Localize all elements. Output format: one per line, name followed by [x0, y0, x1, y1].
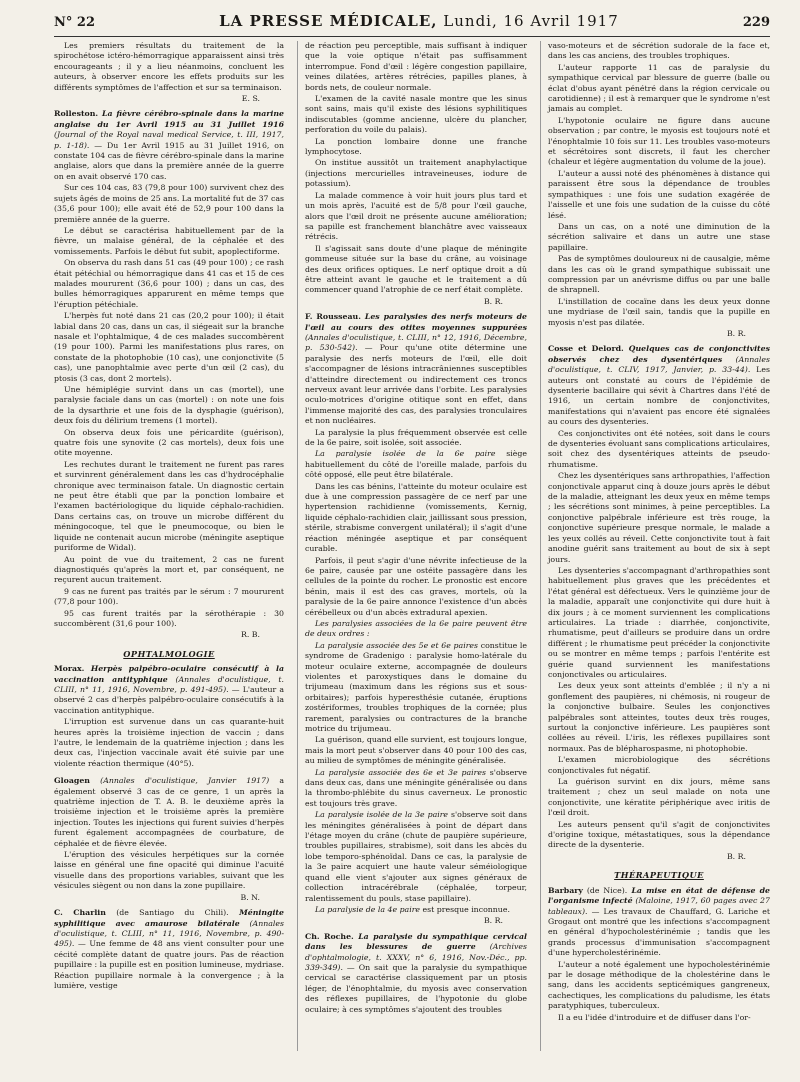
article-text: — L'auteur a observé 2 cas d'herpès palpébro-oculaire consécutifs à la vaccination antityphique. [54, 684, 284, 715]
signature: E. S. [241, 94, 260, 104]
paragraph: L'auteur rapporte 11 cas de paralysie du sympathique cervical par blessure de guerre (balle ou éclat d'obus ayant pénétré dans la région cervicale ou carotidienne) ; il est à remarquer que le syndrome n'est jamais au complet. [548, 62, 770, 114]
issue-date: Lundi, 16 Avril 1917 [437, 12, 619, 30]
paragraph: Les premiers résultats du traitement de la spirochétose ictéro-hémorragique apparaissent ainsi très encourageants ; il y a lieu néanmoins, concluent les auteurs, à observer encore les effets produits sur les différents symptômes de l'affection et sur sa terminaison. [54, 41, 284, 92]
section-title-therapeutique: THÉRAPEUTIQUE [614, 870, 704, 881]
column-1 [54, 41, 284, 1051]
paragraph: La malade commence à voir huit jours plus tard et un mois après, l'acuité est de 5/8 pour l'œil gauche, alors que l'œil droit ne présente aucune amélioration; sa papille est franchement blanchâtre avec vaisseaux rétrécis. [305, 190, 527, 242]
article-author: Rolleston. [54, 109, 99, 119]
paragraph: On observa deux fois une péricardite (guérison), quatre fois une synovite (2 cas mortels), deux fois une otite moyenne. [54, 427, 284, 458]
article-text: a également observé 3 cas de ce genre, 1 un après la quatrième injection de T. A. B. le deuxième après la troisième injection et le troisième après la première injection. Toutes les injections qui furent suivies d'herpès furent également accompagnées de courbature, de céphalée et de fièvre élevée. [54, 776, 284, 848]
paragraph: L'auteur a noté également une hypocholestérinémie par le dosage méthodique de la cholestérine dans le sang, dans les accidents septicémiques gangreneux, cachectiques, les complications du paludisme, les états paratyphiques, tuberculeux. [548, 959, 770, 1011]
signature: B. R. [726, 328, 746, 338]
article-reference: (Annales d'oculistique, t. CLIII, n° 11, 1916, Novembre, p. 491-495). [54, 674, 284, 694]
paragraph: Pas de symptômes douloureux ni de causalgie, même dans les cas où le grand sympathique subissait une compression par un anévrisme diffus ou par une balle de shrapnell. [548, 254, 770, 295]
paragraph: La ponction lombaire donne une franche lymphocytose. [305, 136, 527, 157]
paragraph: L'herpès fut noté dans 21 cas (20,2 pour 100); il était labial dans 20 cas, dans un cas, il siégeait sur la branche nasale et l'ophtalmique, 4 de ces malades succombèrent (19 pour 100). Parmi les manifestations plus rares, on constate de la photophobie (10 cas), une conjonctivite (5 cas), une panophtalmie avec perte d'un œil (2 cas), du ptosis (3 cas, dont 2 mortels). [54, 311, 284, 383]
paragraph: Chez les dysentériques sans arthropathies, l'affection conjonctivale apparut cinq à douze jours après le début de la maladie, atteignant les deux yeux en même temps ; les sécrétions sont minimes, à peine perceptibles. La conjonctive palpébrale inférieure est très rouge, la conjonctive supérieure presque normale, le malade a les yeux collés au réveil. Cette conjonctivite tout à fait anodine guérit sans traitement au bout de six à sept jours. [548, 471, 770, 564]
article-rolleston [54, 109, 284, 182]
article-author: Barbary [548, 885, 583, 895]
paragraph-text: constitue le syndrome de Gradenigo : paralysie homo-latérale du moteur oculaire externe, accompagnée de douleurs violentes et paroxystiques dans le domaine du trijumeau (maximum dans les régions sus et sous-orbitaires); parfois hyperesthésie cutanée, éruptions zostériformes, troubles trophiques de la cornée; plus rarement, paralysies ou contractures de la branche motrice du trijumeau. [305, 640, 527, 733]
paragraph: Les dysenteries s'accompagnant d'arthropathies sont habituellement plus graves que les précédentes et l'état général est défectueux. Vers le quinzième jour de la maladie, apparaît une conjonctivite qui dure huit à dix jours ; à ce moment surviennent les complications articulaires. La triade : diarrhée, conjonctivite, rhumatisme, peut d'ailleurs se produire dans un ordre différent ; le rhumatisme peut précéder la conjonctivite ou se montrer en même temps ; parfois l'entérite est guérie quand surviennent les manifestations conjonctivales ou articulaires. [548, 565, 770, 679]
paragraph: On institue aussitôt un traitement anaphylactique (injections mercurielles intraveineuses, iodure de potassium). [305, 158, 527, 189]
article-reference: (Maloine, 1917, 60 pages avec 27 tableaux). [548, 896, 770, 916]
paragraph: Les paralysies associées de la 6e paire peuvent être de deux ordres : [305, 618, 527, 639]
article-reference: (Annales d'oculistique, Janvier 1917) [89, 776, 270, 786]
article-barbary [548, 886, 770, 959]
article-cosse-delord [548, 344, 770, 427]
paragraph: 9 cas ne furent pas traités par le sérum : 7 moururent (77,8 pour 100). [54, 586, 284, 607]
article-affiliation: (de Nice). [582, 885, 628, 895]
paragraph-text: siège habituellement du côté de l'oreille malade, parfois du côté opposé, elle peut être bilatérale. [305, 449, 527, 480]
paragraph: Dans les cas bénins, l'atteinte du moteur oculaire est due à une compression passagère de ce nerf par une hypertension rachidienne (vomissements, Kernig, liquide céphalo-rachidien clair, jaillissant sous pression, stérile, strabisme convergent unilatéral); il s'agit d'une réaction méningée aseptique et par conséquent curable. [305, 481, 527, 554]
article-title: La paralysie du sympathique cervical dans les blessures de guerre [305, 931, 527, 952]
italic-lead: La paralysie isolée de la 3e paire [315, 810, 449, 820]
signature: B. R. [726, 851, 746, 861]
paragraph: L'irruption est survenue dans un cas quarante-huit heures après la troisième injection de vaccin ; dans l'autre, le lendemain de la quatrième injection ; dans les deux cas, l'injection vaccinale avait été suivie par une violente réaction thermique (40°5). [54, 717, 284, 768]
italic-lead: La paralysie associée des 5e et 6e paires [315, 640, 479, 650]
paragraph: On observa du rash dans 51 cas (49 pour 100) ; ce rash était pétéchial ou hémorragique dans 41 cas et 15 de ces malades moururent (36,6 pour 100) ; dans un cas, des bulles hémorragiques apparurent en même temps que l'éruption pétéchiale. [54, 258, 284, 309]
article-author: F. Rousseau. [305, 312, 361, 322]
journal-name: LA PRESSE MÉDICALE, [219, 12, 438, 30]
article-author: Ch. Roche. [305, 931, 354, 941]
paragraph: Sur ces 104 cas, 83 (79,8 pour 100) survivent chez des sujets âgés de moins de 25 ans. La mortalité fut de 37 cas (35,6 pour 100); elle avait été de 52,9 pour 100 dans la première année de la guerre. [54, 183, 284, 224]
article-charlin [54, 908, 284, 991]
article-author: Morax. [54, 664, 85, 674]
paragraph: Parfois, il peut s'agir d'une névrite infectieuse de la 6e paire, causée par une ostéite passagère dans les cellules de la pointe du rocher. Le pronostic est encore bénin, mais il est des cas graves, mortels, où la paralysie de la 6e paire annonce l'existence d'un abcès cérébelleux ou d'un abcès extradural apexien. [305, 555, 527, 617]
article-title: Quelques cas de conjonctivites observés chez des dysentériques [548, 344, 770, 364]
signature: B. R. [483, 296, 503, 306]
paragraph [305, 810, 527, 904]
article-gloagen [54, 776, 284, 849]
paragraph: Une hémiplégie survint dans un cas (mortel), une paralysie faciale dans un cas (mortel) : on note une fois de la dysarthrie et une fois de la dysphagie (guérison), deux fois du délirium tremens (1 mortel). [54, 385, 284, 426]
paragraph-text: est presque inconnue. [420, 904, 510, 914]
masthead [219, 12, 619, 30]
article-title: Méningite syphilitique avec amaurose bilatérale [54, 908, 284, 928]
paragraph [305, 449, 527, 480]
article-reference: (Journal of the Royal naval medical Service, t. III, 1917, p. 1-18). [54, 130, 284, 150]
paragraph: L'instillation de cocaïne dans les deux yeux donne une mydriase de l'œil sain, tandis que la pupille en myosis n'est pas dilatée. [548, 296, 770, 327]
article-text: — Du 1er Avril 1915 au 31 Juillet 1916, on constate 104 cas de fièvre cérébro-spinale dans la marine anglaise, alors que dans la première année de la guerre on en avait observé 170 cas. [54, 140, 284, 181]
article-morax [54, 664, 284, 716]
paragraph-text: s'observe soit dans les méningites généralisées à point de départ dans l'étage moyen du crâne (chute de paupière supérieure, troubles pupillaires, strabisme), soit dans les abcès du lobe temporo-sphénoïdal. Dans ce cas, la paralysie de la 3e paire acquiert une haute valeur séméiologique quand elle vient s'ajouter aux signes généraux de collection intracérébrale (céphalée, torpeur, ralentissement du pouls, stase papillaire). [305, 810, 527, 903]
article-reference: (Annales d'oculistique, t. CLIV, 1917, Janvier, p. 33-44). [548, 354, 770, 375]
page-header [54, 12, 770, 34]
article-affiliation: (de Santiago du Chili). [105, 908, 229, 918]
article-reference: (Annales d'oculistique, t. CLIII, n° 11, 1916, Novembre, p. 490-495). [54, 918, 284, 949]
paragraph: L'examen microbiologique des sécrétions conjonctivales fut négatif. [548, 755, 770, 775]
paragraph: 95 cas furent traités par la sérothérapie : 30 succombèrent (31,6 pour 100). [54, 608, 284, 628]
paragraph: Les auteurs pensent qu'il s'agit de conjonctivites d'origine toxique, métastatiques, sous la dépendance directe de la dysenterie. [548, 819, 770, 850]
article-author: Cosse et Delord. [548, 344, 624, 354]
italic-lead: La paralysie isolée de la 6e paire [315, 449, 496, 459]
article-title: La fièvre cérébro-spinale dans la marine anglaise du 1er Avril 1915 au 31 Juillet 1916 [54, 109, 284, 129]
issue-number: N° 22 [54, 15, 95, 30]
paragraph: Dans un cas, on a noté une diminution de la sécrétion salivaire et dans un autre une stase papillaire. [548, 221, 770, 252]
columns [54, 41, 770, 1051]
paragraph: Au point de vue du traitement, 2 cas ne furent diagnostiqués qu'après la mort et, par conséquent, ne reçurent aucun traitement. [54, 554, 284, 585]
paragraph: Il s'agissait sans doute d'une plaque de méningite gommeuse située sur la base du crâne, au voisinage des deux orifices optiques. Le nerf optique droit a dû être atteint avant le gauche et le traitement a dû commencer quand l'atrophie de ce nerf était complète. [305, 243, 527, 295]
column-2 [297, 41, 527, 1051]
article-text: — Une femme de 48 ans vient consulter pour une cécité complète datant de quatre jours. Pas de réaction pupillaire : la pupille est en position lumineuse, mydriase. Réaction pupillaire normale à la convergence ; à la lumière, vestige [54, 939, 284, 990]
paragraph [305, 641, 527, 735]
paragraph: La guérison, quand elle survient, est toujours longue, mais la mort peut s'observer dans 40 pour 100 des cas, au milieu de symptômes de méningite généralisée. [305, 735, 527, 766]
paragraph: L'auteur a aussi noté des phénomènes à distance qui paraissent être sous la dépendance de troubles sympathiques : une fois une sudation exagérée de l'aisselle et une fois une sudation de la cuisse du côté lésé. [548, 168, 770, 220]
paragraph: L'examen de la cavité nasale montre que les sinus sont sains, mais qu'il existe des lésions syphilitiques indiscutables (gomme ancienne, ulcère du plancher, perforation du voile du palais). [305, 94, 527, 135]
italic-lead: La paralysie associée des 6e et 3e paires [315, 767, 486, 777]
paragraph: vaso-moteurs et de sécrétion sudorale de la face et, dans les cas anciens, des troubles trophiques. [548, 41, 770, 61]
page-number: 229 [742, 15, 770, 30]
paragraph: L'éruption des vésicules herpétiques sur la cornée laisse en général une fine opacité qui diminue l'acuité visuelle dans des proportions variables, suivant que les vésicules siègent ou non dans la zone pupillaire. [54, 850, 284, 891]
header-rule [54, 36, 770, 37]
paragraph: de réaction peu perceptible, mais suffisant à indiquer que la voie optique n'était pas suffisamment interrompue. Fond d'œil : légère congestion papillaire, veines dilatées, artères rétrécies, papilles planes, à bords nets, de couleur normale. [305, 41, 527, 92]
article-text: — Les travaux de Chauffard, G. Lariche et Grogaut ont montré que les infections s'accompagnent en général d'hypocholestérinémie ; tandis que les grands processus d'immunisation s'accompagnent d'une hypercholestérinémie. [548, 906, 770, 958]
article-roche [305, 932, 527, 1015]
paragraph [305, 768, 527, 810]
article-text: — On sait que la paralysie du sympathique cervical se caractérise classiquement par un ptosis léger, de l'énophtalmie, du myosis avec conservation des réflexes pupillaires, de l'hypotonie du globe oculaire; à ces symptômes s'ajoutent des troubles [305, 962, 527, 1014]
paragraph: Le début se caractérisa habituellement par de la fièvre, un malaise général, de la céphalée et des vomissements. Parfois le début fut subit, apoplectiforme. [54, 225, 284, 256]
article-text: — Pour qu'une otite détermine une paralysie des nerfs moteurs de l'œil, elle doit s'accompagner de lésions intracrâniennes susceptibles d'atteindre directement ou indirectement ces troncs nerveux avant leur arrivée dans l'orbite. Les paralysies oculo-motrices d'origine otitique sont en effet, dans l'immense majorité des cas, des paralysies tronculaires et non nucléaires. [305, 343, 527, 426]
article-title: La mise en état de défense de l'organisme infecté [548, 885, 770, 906]
signature: R. B. [240, 630, 260, 640]
italic-lead: La paralysie de la 4e paire [315, 904, 421, 914]
paragraph-text: s'observe dans deux cas, dans une méningite généralisée ou dans la thrombo-phlébite du sinus caverneux. Le pronostic est toujours très grave. [305, 767, 527, 808]
article-reference: (Archives d'ophtalmologie, t. XXXV, n° 6, 1916, Nov.-Déc., pp. 339-349). [305, 942, 527, 972]
article-author: Gloagen [54, 776, 90, 786]
signature: B. N. [240, 892, 260, 902]
article-reference: (Annales d'oculistique, t. CLIII, n° 12, 1916, Décembre, p. 530-542). [305, 332, 527, 353]
section-title-ophtalmologie: OPHTALMOLOGIE [123, 648, 215, 659]
article-title: Herpès palpébro-oculaire consécutif à la vaccination antityphique [54, 664, 284, 684]
article-author: C. Charlin [54, 908, 106, 918]
column-3 [540, 41, 770, 1051]
article-title: Les paralysies des nerfs moteurs de l'œil au cours des otites moyennes suppurées [305, 312, 527, 332]
paragraph: Les rechutes durant le traitement ne furent pas rares et survinrent généralement dans les cas d'hydrocéphalie chronique avec terminaison fatale. Un diagnostic certain ne peut être établi que par la ponction lombaire et l'examen bactériologique du liquide céphalo-rachidien. Dans certains cas, on trouve un microbe différent du méningocoque, tel que le pneumocoque, ou bien le liquide ne contenait aucun microbe (méningite aseptique puriforme de Widal). [54, 459, 284, 553]
paragraph: La guérison survint en dix jours, même sans traitement ; chez un seul malade on nota une conjonctivite, une kératite périphérique avec iritis de l'œil droit. [548, 777, 770, 818]
paragraph: Il a eu l'idée d'introduire et de diffuser dans l'or- [558, 1012, 751, 1022]
article-text: Les auteurs ont constaté au cours de l'épidémie de dysenterie bacillaire qui sévit à Chartres dans l'été de 1916, un certain nombre de conjonctivites, manifestations qui n'avaient pas encore été signalées au cours des dysenteries. [548, 365, 770, 427]
signature: B. R. [483, 916, 503, 926]
paragraph: Ces conjonctivites ont été notées, soit dans le cours de dysenteries évoluant sans complications articulaires, soit chez des dysentériques atteints de pseudo-rhumatisme. [548, 428, 770, 469]
paragraph: Les deux yeux sont atteints d'emblée ; il n'y a ni gonflement des paupières, ni chémosis, ni rougeur de la conjonctive bulbaire. Seules les conjonctives palpébrales sont atteintes, toutes deux très rouges, surtout la conjonctive inférieure. Les paupières sont collées au réveil. L'iris, les réflexes pupillaires sont normaux. Pas de blépharospasme, ni photophobie. [548, 681, 770, 753]
paragraph [305, 905, 527, 915]
paragraph: L'hypotonie oculaire ne figure dans aucune observation ; par contre, le myosis est toujours noté et l'énophtalmie 10 fois sur 11. Les troubles vaso-moteurs et sécrétoires sont discrets, il faut les chercher (chaleur et légère augmentation du volume de la joue). [548, 115, 770, 167]
article-rousseau [305, 312, 527, 426]
paragraph: La paralysie la plus fréquemment observée est celle de la 6e paire, soit isolée, soit associée. [305, 427, 527, 448]
